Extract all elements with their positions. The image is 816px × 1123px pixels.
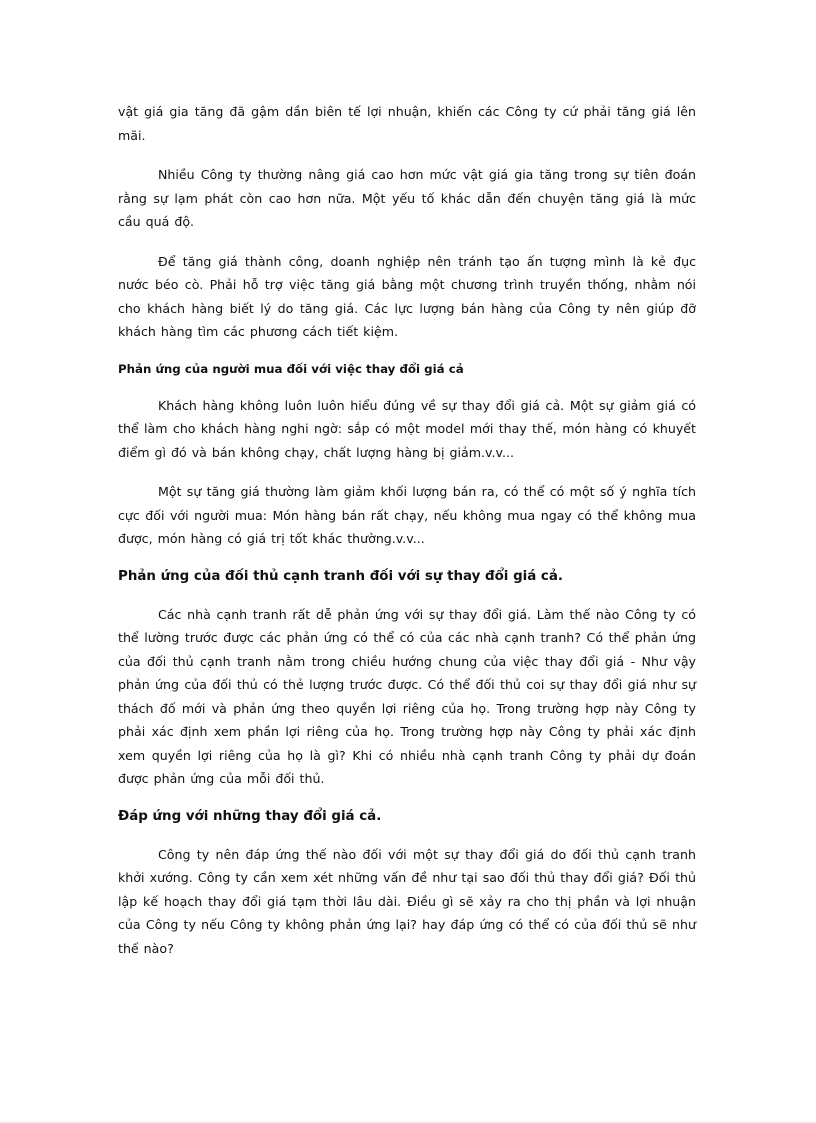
heading-buyer-reaction: Phản ứng của người mua đối với việc thay đổi giá cả (118, 361, 464, 376)
paragraph-price-anticipation: Nhiều Công ty thường nâng giá cao hơn mức vật giá gia tăng trong sự tiên đoán rằng sự lạm phát còn cao hơn nữa. Một yếu tố khác dẫn đến chuyện tăng giá là mức cầu quá độ. (118, 167, 696, 229)
paragraph-respond-competitor: Công ty nên đáp ứng thế nào đối với một sự thay đổi giá do đối thủ cạnh tranh khởi xướng. Công ty cần xem xét những vấn đề như tại sao đối thủ thay đổi giá? Đối thủ lập kế hoạch thay đổi giá tạm thời lâu dài. Điều gì sẽ xảy ra cho thị phần và lợi nhuận của Công ty nếu Công ty không phản ứng lại? hay đáp ứng có thể có của đối thủ sẽ như thế nào? (118, 846, 696, 956)
paragraph-successful-price-increase: Để tăng giá thành công, doanh nghiệp nên tránh tạo ấn tượng mình là kẻ đục nước béo cò. Phải hỗ trợ việc tăng giá bằng một chương trình truyền thống, nhằm nói cho khách hàng biết lý do tăng giá. Các lực lượng bán hàng của Công ty nên giúp đỡ khách hàng tìm các phương cách tiết kiệm. (118, 253, 696, 339)
document-page (118, 100, 696, 960)
paragraph-buyer-price-rise: Một sự tăng giá thường làm giảm khối lượng bán ra, có thể có một số ý nghĩa tích cực đối với người mua: Món hàng bán rất chạy, nếu không mua ngay có thể không mua được, món hàng có giá trị tốt khác thường.v.v... (118, 484, 696, 546)
paragraph-price-inflation-end: vật giá gia tăng đã gậm dần biên tế lợi nhuận, khiến các Công ty cứ phải tăng giá lên mãi. (118, 104, 696, 143)
heading-respond-price-changes: Đáp ứng với những thay đổi giá cả. (118, 808, 382, 824)
heading-competitor-reaction: Phản ứng của đối thủ cạnh tranh đối với sự thay đổi giá cả. (118, 568, 563, 584)
paragraph-competitor-reaction: Các nhà cạnh tranh rất dễ phản ứng với sự thay đổi giá. Làm thế nào Công ty có thể lường trước được các phản ứng có thể có của các nhà cạnh tranh? Có thể phản ứng của đối thủ cạnh tranh nằm trong chiều hướng chung của việc thay đổi giá - Như vậy phản ứng của đối thủ có thẻ lượng trước được. Có thể đối thủ coi sự thay đổi giá như sự thách đố mới và phản ứng theo quyền lợi riêng của họ. Trong trường hợp này Công ty phải xác định xem phần lợi riêng của họ. Trong trường hợp này Công ty phải xác định xem quyền lợi riêng của họ là gì? Khi có nhiều nhà cạnh tranh Công ty phải dự đoán được phản ứng của mỗi đối thủ. (118, 606, 696, 786)
paragraph-buyer-price-cut: Khách hàng không luôn luôn hiểu đúng về sự thay đổi giá cả. Một sự giảm giá có thể làm cho khách hàng nghi ngờ: sắp có một model mới thay thế, món hàng có khuyết điểm gì đó và bán không chạy, chất lượng hàng bị giảm.v.v... (118, 397, 696, 460)
